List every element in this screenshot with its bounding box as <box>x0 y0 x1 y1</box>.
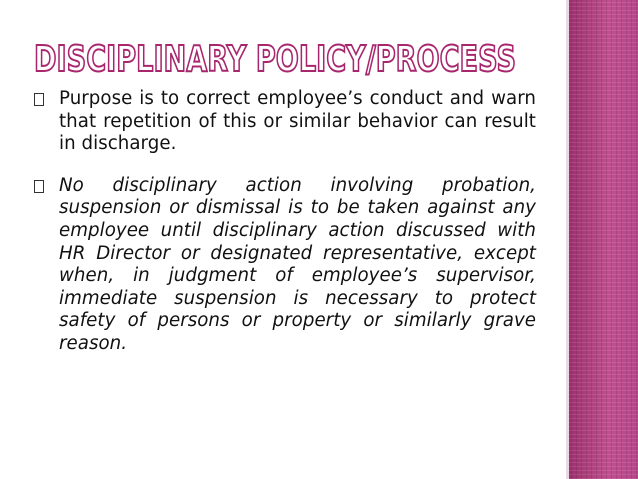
bullet-item-purpose <box>32 88 536 156</box>
slide-title-text: DISCIPLINARY POLICY/PROCESS <box>34 39 516 80</box>
bullet-text-no-disciplinary-action: No disciplinary action involving probation, suspension or dismissal is to be taken against any employee until disciplinary action discussed with HR Director or designated representative, except when, in judgment of employee’s supervisor, immediate suspension is necessary to protect safety of persons or property or similarly grave reason. <box>59 174 536 354</box>
bullet-list <box>32 88 536 356</box>
bullet-item-no-disciplinary-action <box>32 175 536 356</box>
hollow-square-bullet-icon <box>34 180 44 193</box>
slide-title-graphic <box>33 38 553 78</box>
bullet-text-purpose: Purpose is to correct employee’s conduct and warn that repetition of this or similar behavior can result in discharge. <box>59 88 536 155</box>
hollow-square-bullet-icon <box>34 93 44 106</box>
slide-title <box>33 38 553 78</box>
decorative-side-strip <box>566 0 638 479</box>
